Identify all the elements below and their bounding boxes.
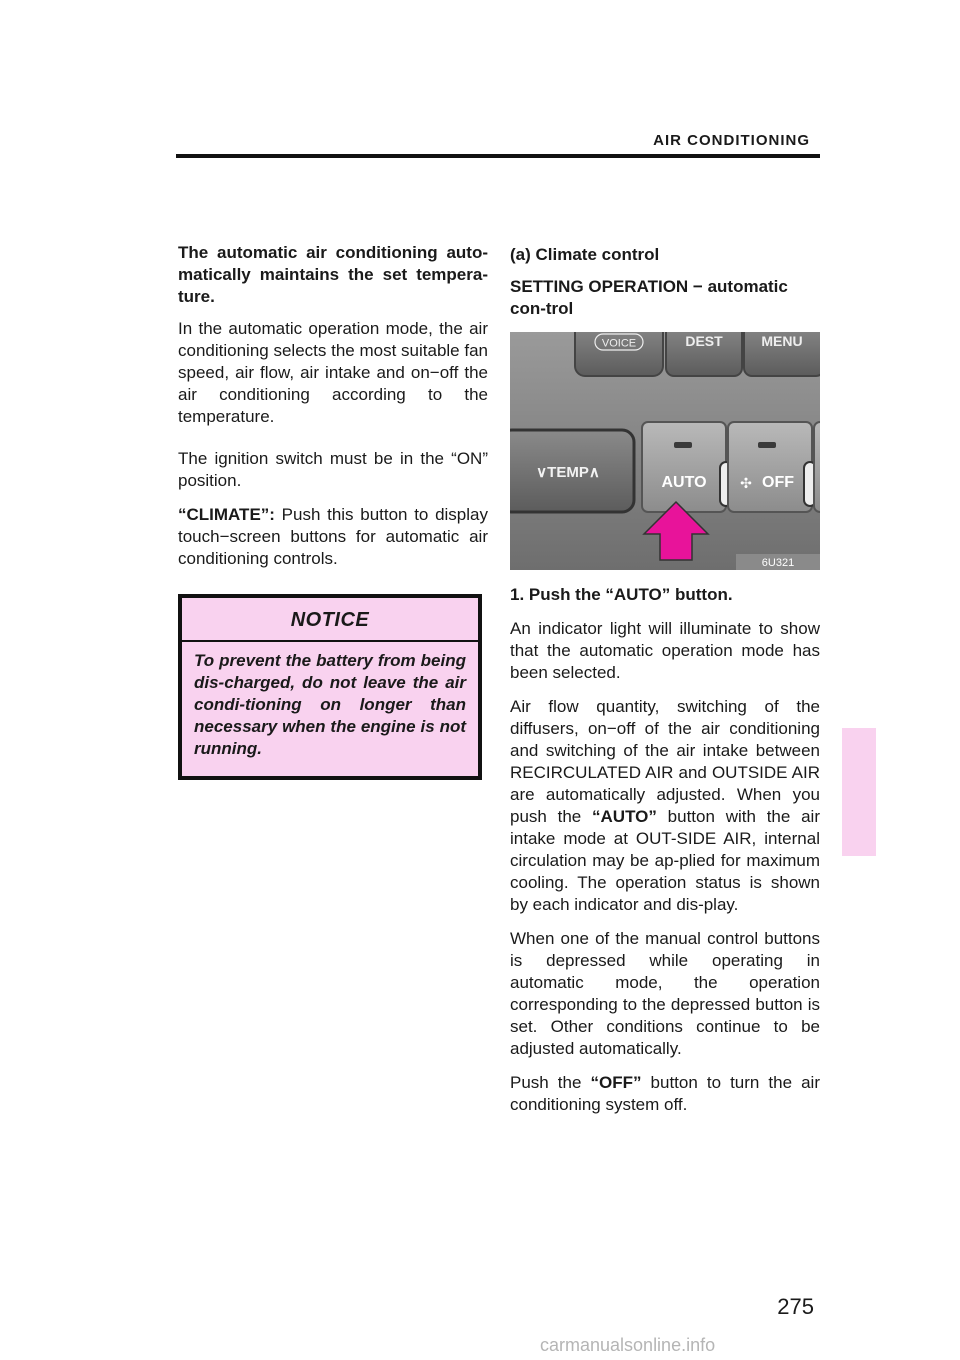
off-text-a: Push the — [510, 1073, 591, 1092]
voice-label: VOICE — [601, 337, 637, 350]
section-header-title: AIR CONDITIONING — [653, 132, 810, 149]
section-heading: (a) Climate control — [510, 245, 660, 264]
chapter-side-tab — [842, 728, 876, 856]
figure-code: 6U321 — [761, 557, 795, 569]
step-1: 1. Push the “AUTO” button. — [510, 585, 733, 604]
auto-indicator-light — [674, 442, 692, 448]
photo-illustration — [510, 332, 820, 570]
climate-paragraph — [178, 504, 488, 570]
auto-emphasis: “AUTO” — [592, 807, 657, 826]
next-button[interactable] — [814, 422, 820, 512]
airflow-text-b: button with the air intake mode at OUT-SIDE AIR, internal circulation may be ap-plied for maximum cooling. The operation status is shown by each indicator and dis-play. — [510, 807, 820, 914]
off-paragraph — [510, 1072, 820, 1116]
airflow-text-a: Air flow quantity, switching of the diffusers, on−off of the air conditioning and switching of the air intake between RECIRCULATED AIR and OUTSIDE AIR are automatically adjusted. When you push the — [510, 697, 820, 826]
manual-override-paragraph: When one of the manual control buttons is depressed while operating in automatic mode, the operation corresponding to the depressed button is set. Other conditions continue to be adjusted automatically. — [510, 929, 820, 1058]
watermark: carmanualsonline.info — [540, 1335, 716, 1355]
climate-label: “CLIMATE”: — [178, 505, 275, 524]
notice-divider — [182, 640, 478, 642]
climate-text: Push this button to display touch−screen buttons for automatic air conditioning controls. — [178, 505, 488, 568]
header-rule — [176, 154, 820, 158]
fan-off-button[interactable] — [728, 422, 812, 512]
menu-label: MENU — [761, 333, 803, 349]
off-emphasis: “OFF” — [590, 1073, 642, 1092]
dest-label: DEST — [685, 333, 723, 349]
auto-button[interactable] — [642, 422, 726, 512]
notice-text: To prevent the battery from being dis-charged, do not leave the air condi-tioning on longer than necessary when the engine is not running. — [194, 651, 466, 758]
climate-control-photo — [510, 332, 820, 570]
fan-icon: ✣ — [740, 476, 752, 492]
indicator-paragraph: An indicator light will illuminate to show that the automatic operation mode has been selected. — [510, 619, 820, 682]
left-column — [178, 242, 488, 780]
notice-box — [178, 594, 482, 780]
fan-indicator-light — [758, 442, 776, 448]
airflow-paragraph — [510, 696, 820, 916]
temp-label: ∨TEMP∧ — [536, 464, 600, 481]
intro-paragraph: The automatic air conditioning auto-matically maintains the set tempera-ture. — [178, 243, 488, 306]
ignition-paragraph: The ignition switch must be in the “ON” position. — [178, 449, 488, 490]
right-column — [510, 244, 820, 1116]
off-label: OFF — [762, 474, 794, 491]
auto-label: AUTO — [661, 474, 707, 491]
off-text-b: button to turn the air conditioning system off. — [510, 1073, 820, 1114]
page-number: 275 — [777, 1294, 814, 1319]
notice-title: NOTICE — [290, 609, 370, 631]
auto-mode-paragraph: In the automatic operation mode, the air conditioning selects the most suitable fan speed, air flow, air intake and on−off the air conditioning according to the temperature. — [178, 319, 488, 426]
section-subheading: SETTING OPERATION − automatic con-trol — [510, 277, 788, 318]
